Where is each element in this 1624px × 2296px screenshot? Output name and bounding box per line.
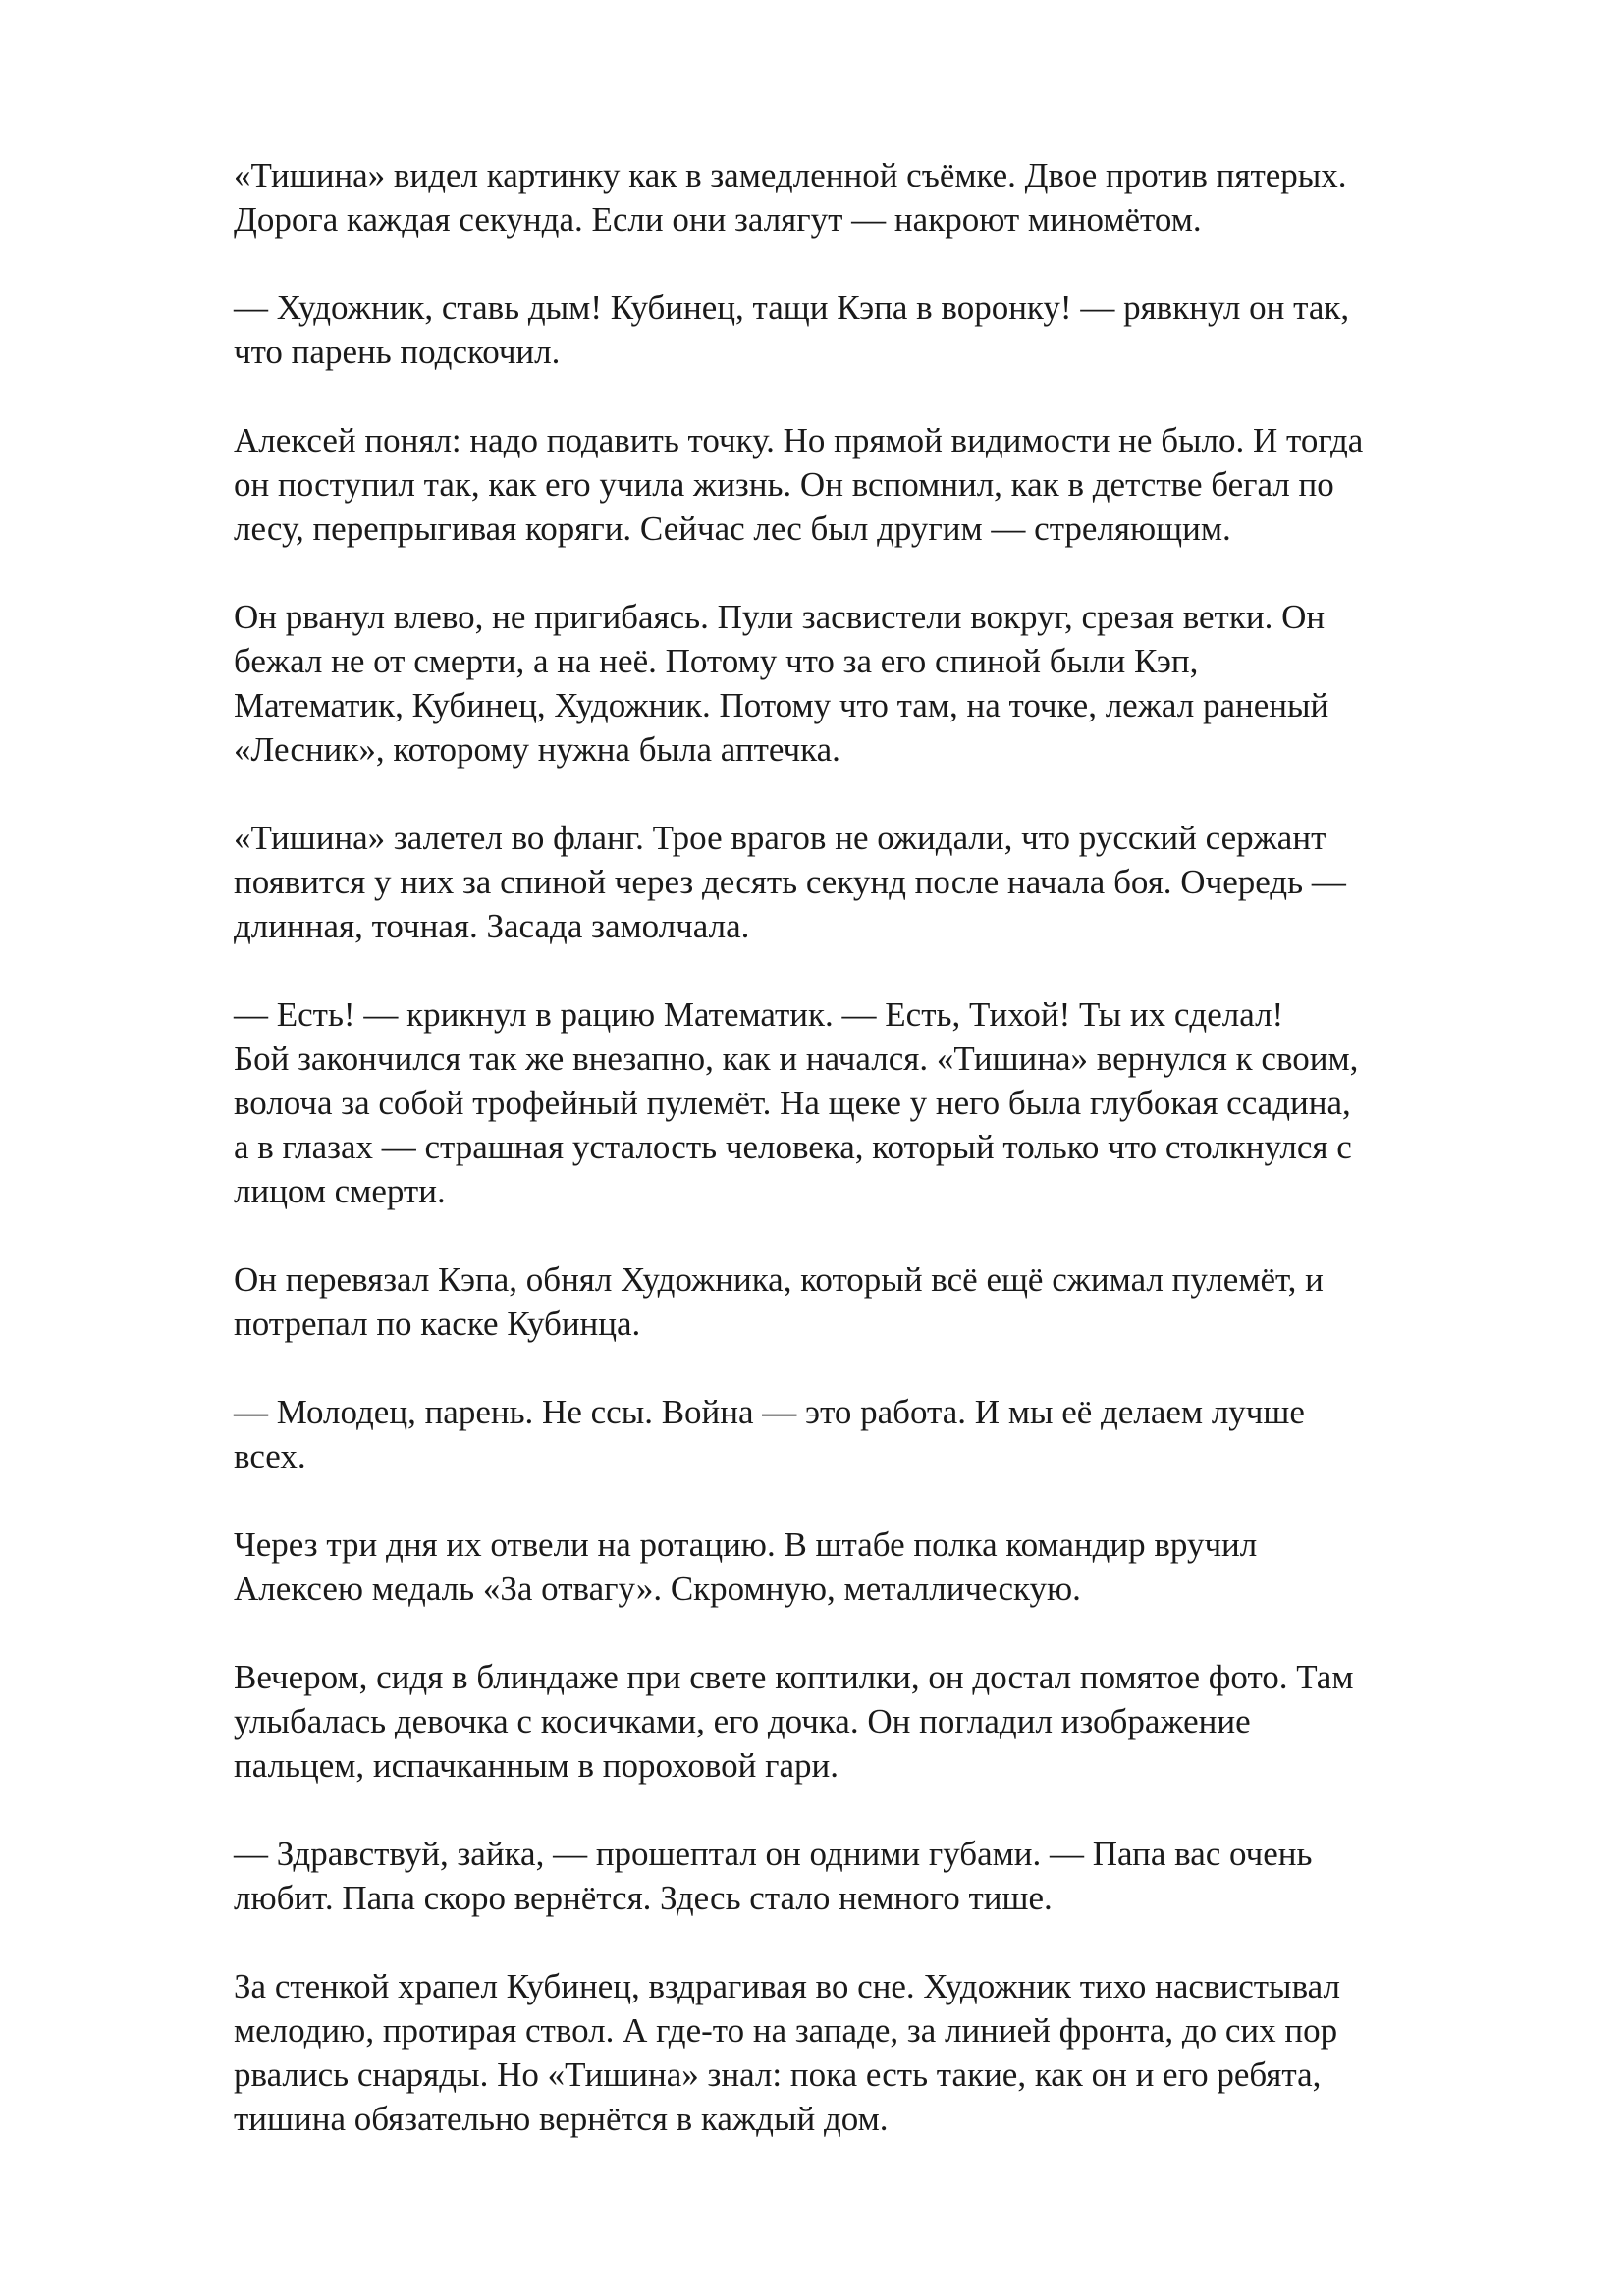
paragraph [234,1257,1530,1346]
text-line: «Лесник», которому нужна была аптечка. [234,730,840,769]
text-line: — Художник, ставь дым! Кубинец, тащи Кэпа в воронку! — рявкнул он так, [234,289,1350,327]
text-line: Алексею медаль «За отвагу». Скромную, металлическую. [234,1570,1081,1608]
text-line: он поступил так, как его учила жизнь. Он вспомнил, как в детстве бегал по [234,465,1334,504]
paragraph [234,816,1530,948]
text-line: Алексей понял: надо подавить точку. Но прямой видимости не было. И тогда [234,421,1364,459]
text-line: Математик, Кубинец, Художник. Потому что там, на точке, лежал раненый [234,686,1329,724]
paragraph [234,153,1530,241]
text-line: пальцем, испачканным в пороховой гари. [234,1746,839,1785]
text-line: улыбалась девочка с косичками, его дочка. Он погладил изображение [234,1702,1251,1740]
paragraph [234,286,1530,374]
text-line: Бой закончился так же внезапно, как и начался. «Тишина» вернулся к своим, [234,1040,1359,1078]
paragraph [234,418,1530,551]
text-line: — Есть! — крикнул в рацию Математик. — Есть, Тихой! Ты их сделал! [234,995,1284,1034]
text-line: Дорога каждая секунда. Если они залягут — накроют миномётом. [234,200,1202,239]
paragraph [234,1964,1530,2141]
paragraph [234,992,1530,1213]
text-line: бежал не от смерти, а на неё. Потому что за его спиной были Кэп, [234,642,1199,680]
paragraph [234,1390,1530,1478]
text-line: любит. Папа скоро вернётся. Здесь стало немного тише. [234,1879,1053,1917]
text-line: лесу, перепрыгивая коряги. Сейчас лес был другим — стреляющим. [234,509,1231,548]
text-line: рвались снаряды. Но «Тишина» знал: пока есть такие, как он и его ребята, [234,2056,1322,2094]
text-line: потрепал по каске Кубинца. [234,1305,641,1343]
paragraph [234,1832,1530,1920]
text-line: — Здравствуй, зайка, — прошептал он одними губами. — Папа вас очень [234,1835,1313,1873]
text-line: лицом смерти. [234,1172,446,1210]
text-line: Через три дня их отвели на ротацию. В штабе полка командир вручил [234,1525,1258,1564]
text-line: За стенкой храпел Кубинец, вздрагивая во сне. Художник тихо насвистывал [234,1967,1340,2005]
paragraph [234,1655,1530,1788]
text-line: Он перевязал Кэпа, обнял Художника, который всё ещё сжимал пулемёт, и [234,1260,1324,1299]
text-line: «Тишина» видел картинку как в замедленной съёмке. Двое против пятерых. [234,156,1347,194]
text-line: длинная, точная. Засада замолчала. [234,907,750,945]
text-line: а в глазах — страшная усталость человека, который только что столкнулся с [234,1128,1352,1166]
text-line: что парень подскочил. [234,333,561,371]
text-line: волоча за собой трофейный пулемёт. На щеке у него была глубокая ссадина, [234,1084,1351,1122]
document-page [234,153,1530,2185]
text-line: — Молодец, парень. Не ссы. Война — это работа. И мы её делаем лучше [234,1393,1305,1431]
text-line: «Тишина» залетел во фланг. Трое врагов не ожидали, что русский сержант [234,819,1326,857]
text-line: всех. [234,1437,306,1475]
text-line: тишина обязательно вернётся в каждый дом. [234,2100,889,2138]
text-line: Вечером, сидя в блиндаже при свете коптилки, он достал помятое фото. Там [234,1658,1354,1696]
text-line: появится у них за спиной через десять секунд после начала боя. Очередь — [234,863,1346,901]
text-line: мелодию, протирая ствол. А где-то на западе, за линией фронта, до сих пор [234,2011,1338,2050]
text-line: Он рванул влево, не пригибаясь. Пули засвистели вокруг, срезая ветки. Он [234,598,1326,636]
paragraph [234,1522,1530,1611]
paragraph [234,595,1530,772]
